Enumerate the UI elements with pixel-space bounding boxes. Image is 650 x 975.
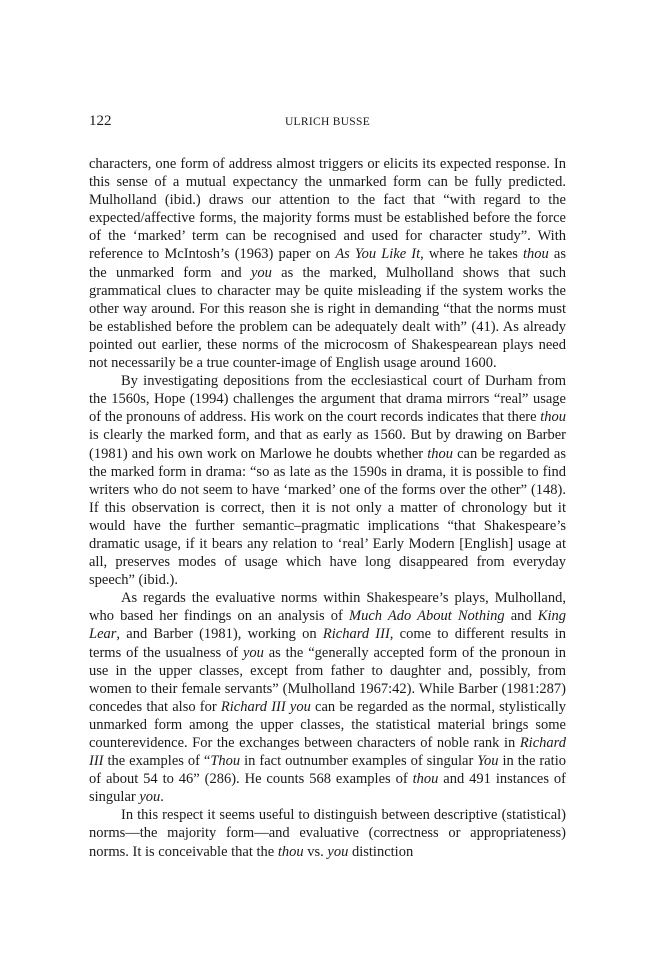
italic-term: thou [277,843,304,860]
italic-term: thou [523,246,549,263]
running-head-author: ULRICH BUSSE [284,116,371,128]
italic-term: King Lear [89,608,566,643]
italic-term: Richard III, [322,626,394,643]
italic-term: thou [427,445,453,462]
italic-term: Richard III you [220,698,311,715]
running-head [89,111,566,131]
italic-term: you [139,789,161,806]
paragraph: In this respect it seems useful to distinguish between descriptive (statistical) norms—the majority form—and evaluative (correctness or appropriateness) norms. It is conceivable that the thou vs. you distinction [89,807,566,860]
italic-term: Thou [210,753,241,770]
italic-term: thou [540,409,566,426]
body-text [89,155,566,861]
page-number: 122 [89,113,112,129]
italic-term: thou [412,771,439,788]
italic-term: Much Ado About Nothing [349,608,505,625]
italic-term: you [242,644,264,661]
italic-term: you [250,264,272,281]
paragraph: characters, one form of address almost triggers or elicits its expected response. In this sense of a mutual expectancy the unmarked form can be fully predicted. Mulholland (ibid.) draws our attention to the fact that “with regard to the expected/affective forms, the majority forms must be established before the force of the ‘marked’ term can be recognised and used for character study”. With reference to McIntosh’s (1963) paper on As You Like It, where he takes thou as the unmarked form and you as the marked, Mulholland shows that such grammatical clues to character may be quite misleading if the system works the other way around. For this reason she is right in demanding “that the norms must be established before the problem can be adequately dealt with” (41). As already pointed out earlier, these norms of the microcosm of Shakespearean plays need not necessarily be a true counter-image of English usage around 1600. [89,156,566,372]
paragraph: By investigating depositions from the ecclesiastical court of Durham from the 1560s, Hope (1994) challenges the argument that drama mirrors “real” usage of the pronouns of address. His work on the court records indicates that there thou is clearly the marked form, and that as early as 1560. But by drawing on Barber (1981) and his own work on Marlowe he doubts whether thou can be regarded as the marked form in drama: “so as late as the 1590s in drama, it is possible to find writers who do not seem to have ‘marked’ one of the forms over the other” (148). If this observation is correct, then it is not only a matter of chronology but it would have the further semantic–pragmatic implications “that Shakespeare’s dramatic usage, if it bears any relation to ‘real’ Early Modern [English] usage at all, preserves modes of usage which have long disappeared from everyday speech” (ibid.). [89,373,566,589]
italic-term: you [327,843,349,860]
italic-term: Richard III [89,735,566,770]
italic-term: As You Like It [335,246,421,263]
italic-term: You [477,753,499,770]
paragraph: As regards the evaluative norms within Shakespeare’s plays, Mulholland, who based her findings on an analysis of Much Ado About Nothing and King Lear, and Barber (1981), working on Richard III, come to different results in terms of the usualness of you as the “generally accepted form of the pronoun in use in the upper classes, except from father to daughter and, possibly, from women to their female servants” (Mulholland 1967:42). While Barber (1981:287) concedes that also for Richard III you can be regarded as the normal, stylistically unmarked form among the upper classes, the statistical material brings some counterevidence. For the exchanges between characters of noble rank in Richard III the examples of “Thou in fact outnumber examples of singular You in the ratio of about 54 to 46” (286). He counts 568 examples of thou and 491 instances of singular you. [89,590,567,806]
